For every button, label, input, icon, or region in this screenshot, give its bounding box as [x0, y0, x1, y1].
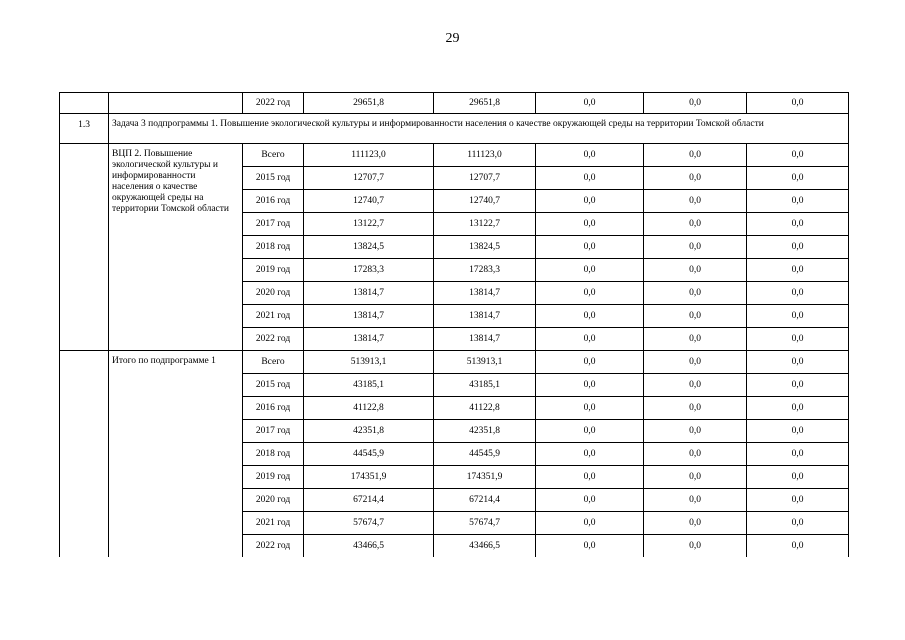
value-cell: 13814,7 [304, 305, 434, 328]
year-cell: 2015 год [243, 167, 304, 190]
table-row [60, 144, 849, 167]
value-cell: 0,0 [536, 512, 644, 535]
value-cell: 13122,7 [304, 213, 434, 236]
value-cell: 0,0 [644, 466, 747, 489]
value-cell: 12740,7 [434, 190, 536, 213]
value-cell: 0,0 [747, 535, 849, 558]
year-cell: Всего [243, 351, 304, 374]
row-name-cell: Итого по подпрограмме 1 [109, 351, 243, 558]
value-cell: 0,0 [747, 236, 849, 259]
value-cell: 0,0 [644, 144, 747, 167]
value-cell: 0,0 [644, 397, 747, 420]
value-cell: 0,0 [747, 351, 849, 374]
row-name-cell: ВЦП 2. Повышение экологической культуры и информированности населения о качестве окружающей среды на территории Томской области [109, 144, 243, 351]
value-cell: 12740,7 [304, 190, 434, 213]
row-name-cell [109, 93, 243, 114]
value-cell: 0,0 [644, 167, 747, 190]
year-cell: 2015 год [243, 374, 304, 397]
year-cell: 2019 год [243, 466, 304, 489]
value-cell: 0,0 [536, 374, 644, 397]
value-cell: 174351,9 [304, 466, 434, 489]
value-cell: 0,0 [747, 397, 849, 420]
value-cell: 0,0 [747, 374, 849, 397]
value-cell: 0,0 [536, 190, 644, 213]
value-cell: 29651,8 [304, 93, 434, 114]
year-cell: 2018 год [243, 236, 304, 259]
value-cell: 0,0 [536, 282, 644, 305]
value-cell: 12707,7 [304, 167, 434, 190]
value-cell: 0,0 [644, 535, 747, 558]
year-cell: 2022 год [243, 535, 304, 558]
value-cell: 0,0 [747, 213, 849, 236]
year-cell: 2016 год [243, 397, 304, 420]
value-cell: 0,0 [536, 535, 644, 558]
budget-table [59, 92, 849, 557]
value-cell: 0,0 [644, 93, 747, 114]
value-cell: 13814,7 [304, 328, 434, 351]
value-cell: 0,0 [747, 259, 849, 282]
year-cell: 2020 год [243, 489, 304, 512]
value-cell: 17283,3 [434, 259, 536, 282]
value-cell: 12707,7 [434, 167, 536, 190]
task-number: 1.3 [60, 114, 109, 144]
value-cell: 13814,7 [304, 282, 434, 305]
value-cell: 0,0 [644, 512, 747, 535]
year-cell: 2018 год [243, 443, 304, 466]
value-cell: 0,0 [644, 328, 747, 351]
value-cell: 13824,5 [434, 236, 536, 259]
year-cell: 2019 год [243, 259, 304, 282]
value-cell: 13122,7 [434, 213, 536, 236]
year-cell: 2022 год [243, 93, 304, 114]
year-cell: 2022 год [243, 328, 304, 351]
value-cell: 0,0 [747, 305, 849, 328]
table-row [60, 351, 849, 374]
value-cell: 0,0 [747, 512, 849, 535]
year-cell: 2021 год [243, 512, 304, 535]
value-cell: 0,0 [536, 93, 644, 114]
value-cell: 67214,4 [434, 489, 536, 512]
value-cell: 13814,7 [434, 305, 536, 328]
value-cell: 0,0 [644, 259, 747, 282]
value-cell: 0,0 [644, 420, 747, 443]
value-cell: 13824,5 [304, 236, 434, 259]
row-number-cell [60, 93, 109, 114]
value-cell: 0,0 [644, 190, 747, 213]
value-cell: 0,0 [536, 144, 644, 167]
value-cell: 111123,0 [304, 144, 434, 167]
value-cell: 67214,4 [304, 489, 434, 512]
value-cell: 0,0 [747, 443, 849, 466]
value-cell: 0,0 [644, 236, 747, 259]
value-cell: 43466,5 [304, 535, 434, 558]
value-cell: 43185,1 [434, 374, 536, 397]
value-cell: 57674,7 [304, 512, 434, 535]
value-cell: 42351,8 [304, 420, 434, 443]
page-number: 29 [445, 31, 460, 46]
year-cell: 2017 год [243, 420, 304, 443]
value-cell: 0,0 [747, 144, 849, 167]
value-cell: 42351,8 [434, 420, 536, 443]
value-cell: 41122,8 [304, 397, 434, 420]
value-cell: 0,0 [536, 397, 644, 420]
value-cell: 0,0 [644, 351, 747, 374]
value-cell: 0,0 [747, 420, 849, 443]
value-cell: 0,0 [747, 466, 849, 489]
value-cell: 0,0 [644, 213, 747, 236]
year-cell: 2021 год [243, 305, 304, 328]
value-cell: 0,0 [747, 190, 849, 213]
value-cell: 0,0 [536, 443, 644, 466]
value-cell: 29651,8 [434, 93, 536, 114]
year-cell: 2020 год [243, 282, 304, 305]
value-cell: 0,0 [644, 374, 747, 397]
table-body [60, 93, 849, 558]
value-cell: 174351,9 [434, 466, 536, 489]
value-cell: 41122,8 [434, 397, 536, 420]
value-cell: 44545,9 [434, 443, 536, 466]
value-cell: 0,0 [644, 489, 747, 512]
value-cell: 57674,7 [434, 512, 536, 535]
value-cell: 17283,3 [304, 259, 434, 282]
value-cell: 43185,1 [304, 374, 434, 397]
value-cell: 513913,1 [304, 351, 434, 374]
value-cell: 0,0 [644, 305, 747, 328]
value-cell: 0,0 [644, 282, 747, 305]
task-row [60, 114, 849, 144]
value-cell: 0,0 [747, 167, 849, 190]
value-cell: 0,0 [536, 466, 644, 489]
value-cell: 0,0 [747, 489, 849, 512]
table-row [60, 93, 849, 114]
value-cell: 513913,1 [434, 351, 536, 374]
year-cell: 2016 год [243, 190, 304, 213]
year-cell: 2017 год [243, 213, 304, 236]
value-cell: 0,0 [747, 328, 849, 351]
value-cell: 111123,0 [434, 144, 536, 167]
row-number-cell [60, 351, 109, 558]
value-cell: 0,0 [536, 420, 644, 443]
value-cell: 0,0 [644, 443, 747, 466]
value-cell: 0,0 [747, 93, 849, 114]
task-title: Задача 3 подпрограммы 1. Повышение экологической культуры и информированности населения о качестве окружающей среды на территории Томской области [109, 114, 849, 144]
value-cell: 0,0 [536, 236, 644, 259]
year-cell: Всего [243, 144, 304, 167]
value-cell: 0,0 [536, 213, 644, 236]
value-cell: 0,0 [747, 282, 849, 305]
value-cell: 0,0 [536, 489, 644, 512]
value-cell: 0,0 [536, 167, 644, 190]
value-cell: 0,0 [536, 351, 644, 374]
value-cell: 13814,7 [434, 282, 536, 305]
row-number-cell [60, 144, 109, 351]
value-cell: 0,0 [536, 328, 644, 351]
value-cell: 44545,9 [304, 443, 434, 466]
value-cell: 0,0 [536, 305, 644, 328]
value-cell: 13814,7 [434, 328, 536, 351]
value-cell: 43466,5 [434, 535, 536, 558]
value-cell: 0,0 [536, 259, 644, 282]
